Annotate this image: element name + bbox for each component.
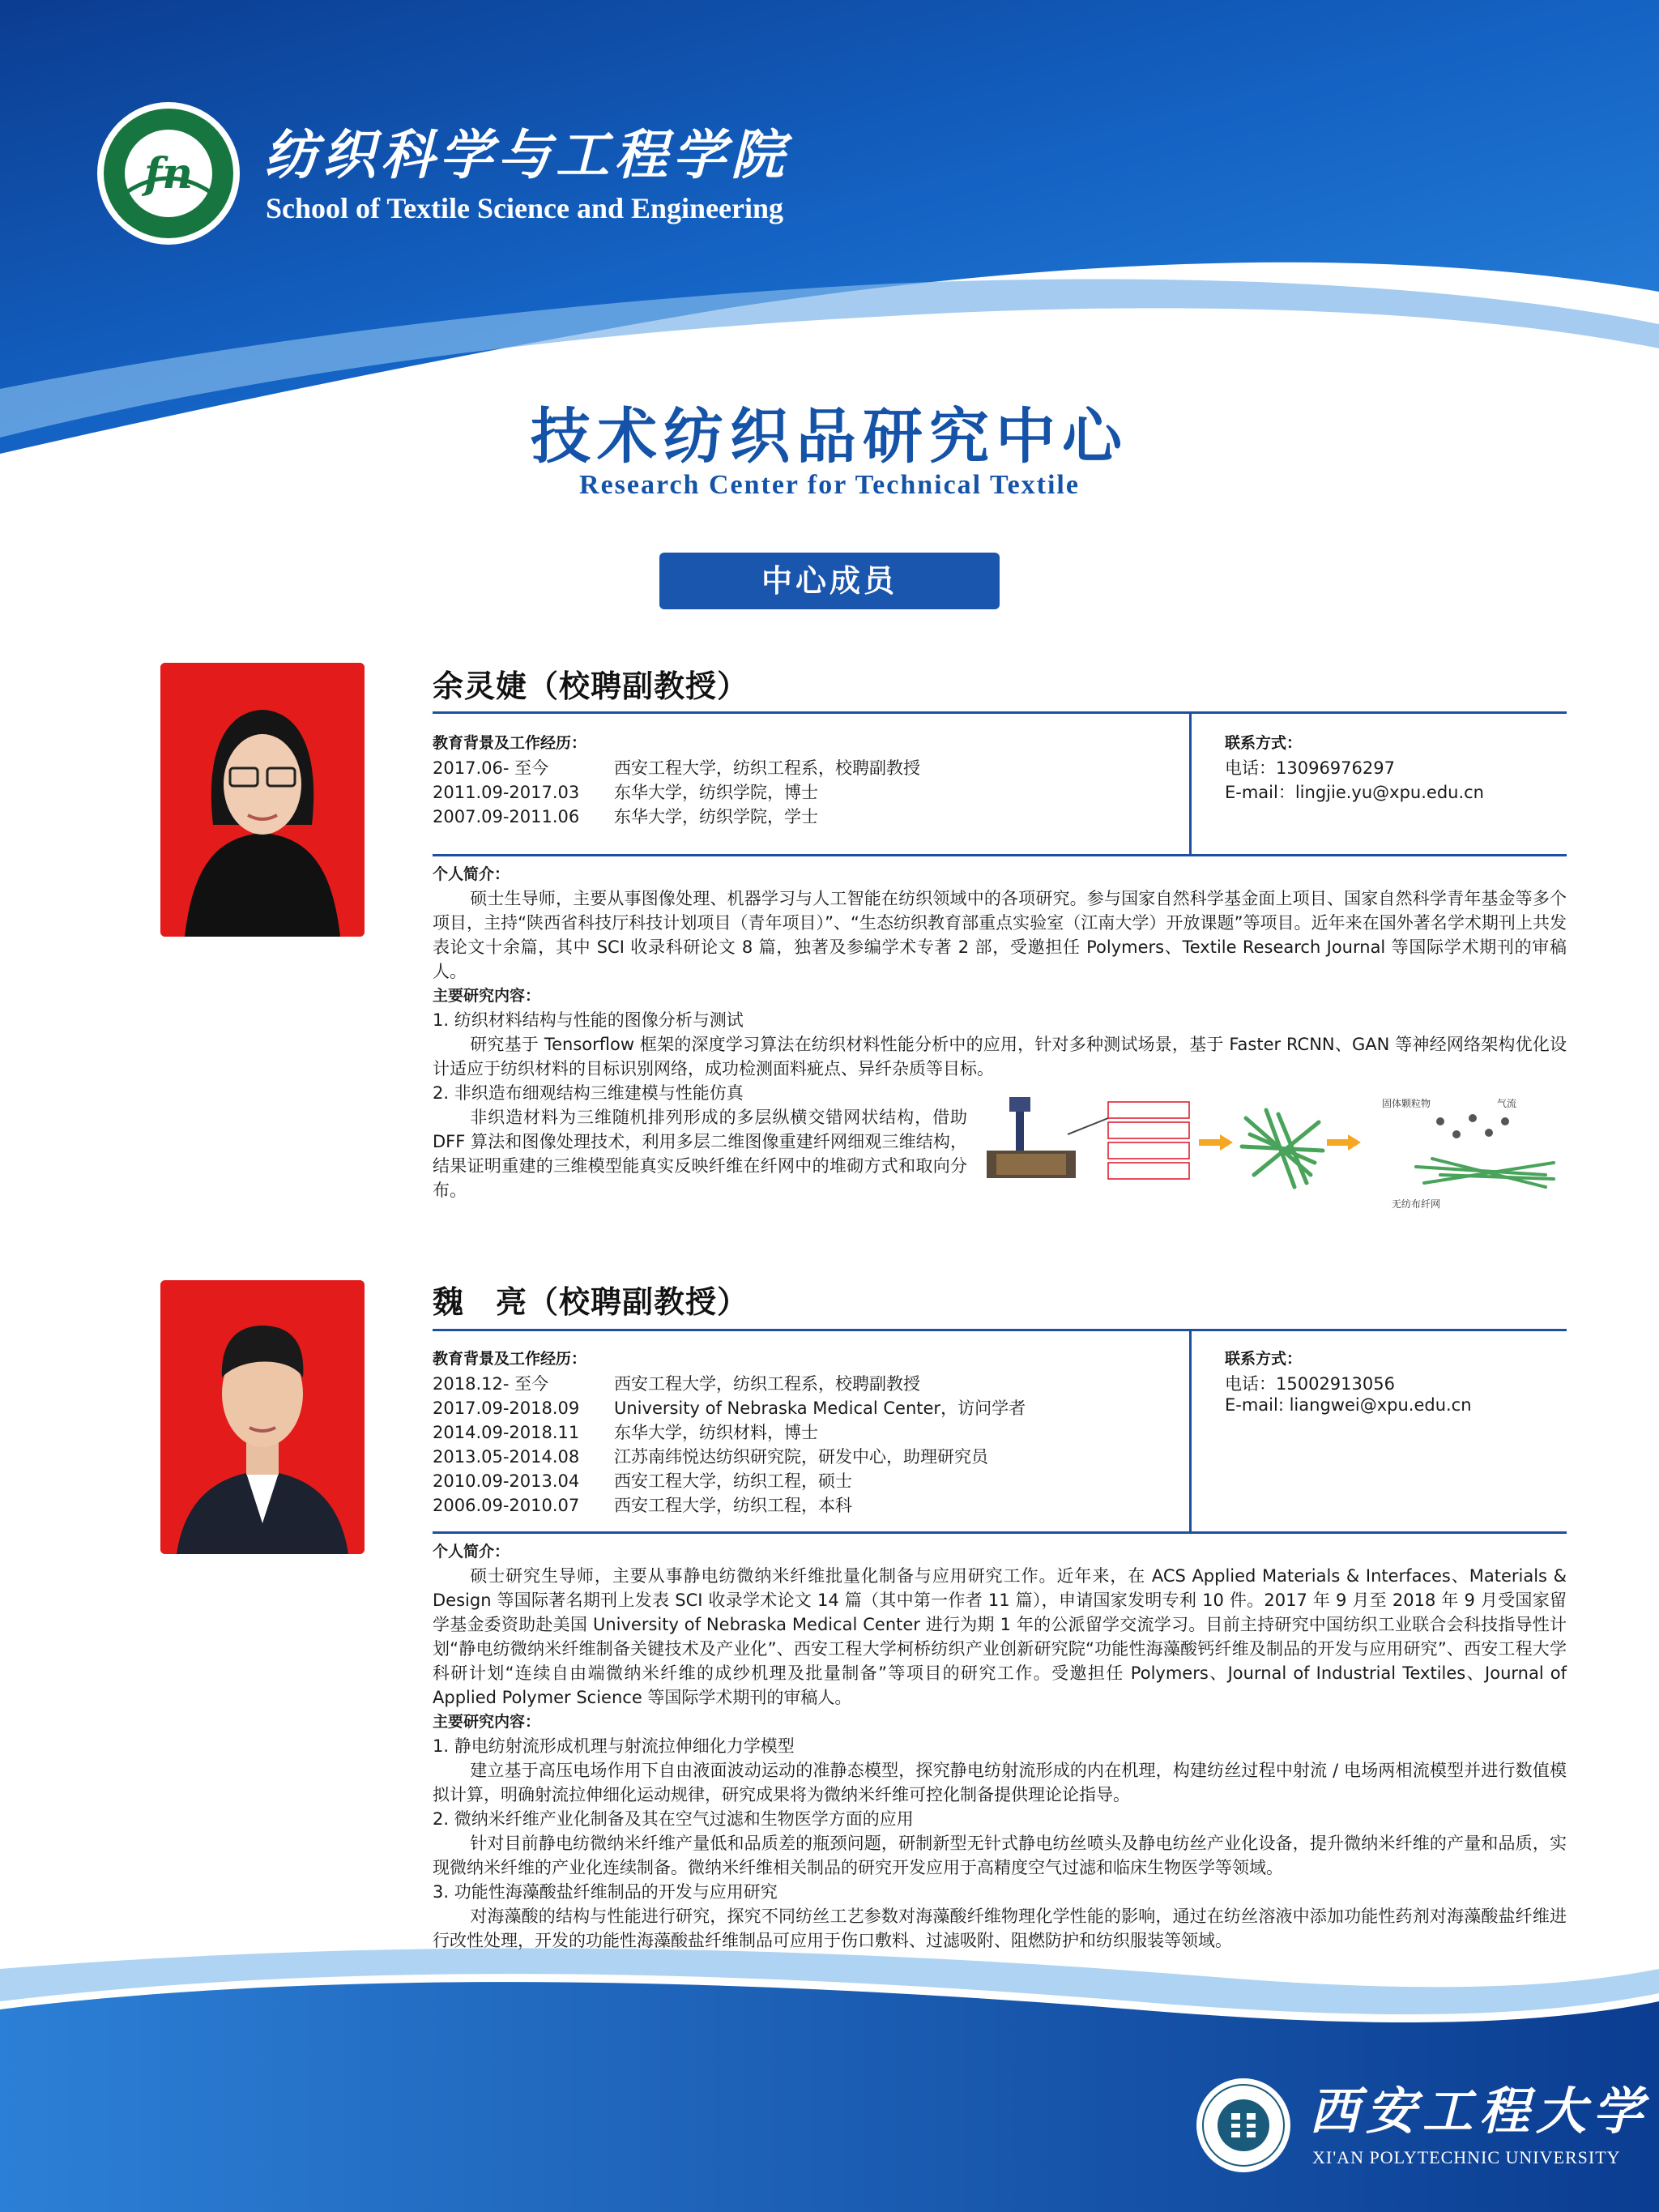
label-airflow: 气流 <box>1497 1098 1517 1109</box>
center-title-cn: 技术纺织品研究中心 <box>531 402 1128 472</box>
education-row: 2017.09-2018.09 University of Nebraska Medical Center，访问学者 <box>433 1399 1026 1418</box>
research-title: 2. 非织造布细观结构三维建模与性能仿真 <box>433 1083 744 1103</box>
education-row: 2018.12- 至今 西安工程大学，纺织工程系，校聘副教授 <box>433 1374 920 1394</box>
education-row: 2006.09-2010.07 西安工程大学，纺织工程，本科 <box>433 1496 852 1515</box>
section-banner: 中心成员 <box>659 553 1000 609</box>
member-bio-section <box>433 1539 1567 1953</box>
center-title-en: Research Center for Technical Textile <box>579 470 1080 500</box>
education-row: 2011.09-2017.03 东华大学，纺织学院，博士 <box>433 783 818 802</box>
label-particle: 固体颗粒物 <box>1382 1098 1431 1109</box>
university-name-cn: 西安工程大学 <box>1309 2082 1650 2141</box>
divider <box>1189 1329 1192 1531</box>
divider <box>433 1531 1567 1534</box>
education-row: 2014.09-2018.11 东华大学，纺织材料，博士 <box>433 1423 818 1442</box>
school-logo <box>96 100 241 246</box>
contact-phone: 电话：15002913056 <box>1225 1374 1395 1394</box>
contact-label: 联系方式： <box>1225 1350 1303 1368</box>
svg-text:fn: fn <box>143 149 194 199</box>
contact-label: 联系方式： <box>1225 734 1303 752</box>
university-name-en: XI'AN POLYTECHNIC UNIVERSITY <box>1312 2147 1621 2167</box>
member-name: 余灵婕（校聘副教授） <box>433 668 749 704</box>
contact-phone: 电话：13096976297 <box>1225 758 1395 778</box>
research-text: 对海藻酸的结构与性能进行研究，探究不同纺丝工艺参数对海藻酸纤维物理化学性能的影响，通过在纺丝溶液中添加功能性药剂对海藻酸盐纤维进行改性处理，开发的功能性海藻酸盐纤维制品可应用于伤口敷料、过滤吸附、阻燃防护和纺织服装等领域。 <box>433 1907 1567 1950</box>
bio-text: 硕士研究生导师，主要从事静电纺微纳米纤维批量化制备与应用研究工作。近年来，在 ACS Applied Materials & Interfaces、Materials & Design 等国际著名期刊上发表 SCI 收录学术论文 14 篇（其中第一作者 11 篇），申请国家发明专利 10 件。2017 年 9 月至 2018 年 9 月受国家留学基金委资助赴美国 University of Nebraska Medical Center 进行为期 1 年的公派留学交流学习。目前主持研究中国纺织工业联合会科技指导性计划“静电纺微纳米纤维制备关键技术及产业化”、西安工程大学柯桥纺织产业创新研究院“功能性海藻酸钙纤维及制品的开发与应用研究”、西安工程大学科研计划“连续自由端微纳米纤维的成纱机理及批量制备”等项目的研究工作。受邀担任 Polymers、Journal of Industrial Textiles、Journal of Applied Polymer Science 等国际学术期刊的审稿人。 <box>433 1566 1567 1707</box>
education-row: 2013.05-2014.08 江苏南纬悦达纺织研究院，研发中心，助理研究员 <box>433 1447 988 1467</box>
university-logo <box>1196 2077 1291 2173</box>
research-title: 1. 静电纺射流形成机理与射流拉伸细化力学模型 <box>433 1736 795 1756</box>
research-title: 3. 功能性海藻酸盐纤维制品的开发与应用研究 <box>433 1882 778 1902</box>
research-label: 主要研究内容： <box>433 1713 541 1731</box>
school-name-en: School of Textile Science and Engineering <box>266 192 784 224</box>
member-name: 魏 亮（校聘副教授） <box>433 1284 749 1320</box>
school-name-cn: 纺织科学与工程学院 <box>264 123 789 186</box>
research-title: 1. 纺织材料结构与性能的图像分析与测试 <box>433 1010 744 1030</box>
divider <box>433 854 1567 856</box>
education-label: 教育背景及工作经历： <box>433 734 587 752</box>
research-text: 非织造材料为三维随机排列形成的多层纵横交错网状结构，借助 DFF 算法和图像处理技术，利用多层二维图像重建纤网细观三维结构，结果证明重建的三维模型能真实反映纤维在纤网中的堆砌方式和取向分布。 <box>433 1108 967 1200</box>
research-text: 针对目前静电纺微纳米纤维产量低和品质差的瓶颈问题，研制新型无针式静电纺丝喷头及静电纺丝产业化设备，提升微纳米纤维的产量和品质，实现微纳米纤维的产业化连续制备。微纳米纤维相关制品的研究开发应用于高精度空气过滤和临床生物医学等领域。 <box>433 1834 1567 1877</box>
contact-email[interactable]: E-mail: liangwei@xpu.edu.cn <box>1225 1395 1472 1415</box>
member-photo <box>160 1280 365 1554</box>
education-label: 教育背景及工作经历： <box>433 1350 587 1368</box>
member-photo <box>160 663 365 937</box>
education-row: 2010.09-2013.04 西安工程大学，纺织工程，硕士 <box>433 1471 852 1491</box>
bio-text: 硕士生导师，主要从事图像处理、机器学习与人工智能在纺织领域中的各项研究。参与国家自然科学基金面上项目、国家自然科学青年基金等多个项目，主持“陕西省科技厅科技计划项目（青年项目）”、“生态纺织教育部重点实验室（江南大学）开放课题”等项目。近年来在国外著名学术期刊上共发表论文十余篇，其中 SCI 收录科研论文 8 篇，独著及参编学术专著 2 部，受邀担任 Polymers、Textile Research Journal 等国际学术期刊的审稿人。 <box>433 889 1567 981</box>
divider <box>1189 711 1192 854</box>
research-label: 主要研究内容： <box>433 987 541 1005</box>
research-text: 建立基于高压电场作用下自由液面波动运动的准静态模型，探究静电纺射流形成的内在机理，构建纺丝过程中射流 / 电场两相流模型并进行数值模拟计算，明确射流拉伸细化运动规律，研究成果将为微纳米纤维可控化制备提供理论论指导。 <box>433 1761 1567 1804</box>
divider <box>433 711 1567 714</box>
education-row: 2007.09-2011.06 东华大学，纺织学院，学士 <box>433 807 818 826</box>
bio-label: 个人简介： <box>433 865 510 883</box>
bio-label: 个人简介： <box>433 1543 510 1561</box>
reconstruction-diagram <box>987 1086 1570 1215</box>
label-nonwoven: 无纺布纤网 <box>1392 1198 1441 1210</box>
education-row: 2017.06- 至今 西安工程大学，纺织工程系，校聘副教授 <box>433 758 920 778</box>
research-text: 研究基于 Tensorflow 框架的深度学习算法在纺织材料性能分析中的应用，针对多种测试场景，基于 Faster RCNN、GAN 等神经网络架构优化设计适应于纺织材料的目标识别网络，成功检测面料疵点、异纤杂质等目标。 <box>433 1035 1567 1078</box>
divider <box>433 1329 1567 1331</box>
contact-email[interactable]: E-mail：lingjie.yu@xpu.edu.cn <box>1225 783 1484 802</box>
research-title: 2. 微纳米纤维产业化制备及其在空气过滤和生物医学方面的应用 <box>433 1809 914 1829</box>
